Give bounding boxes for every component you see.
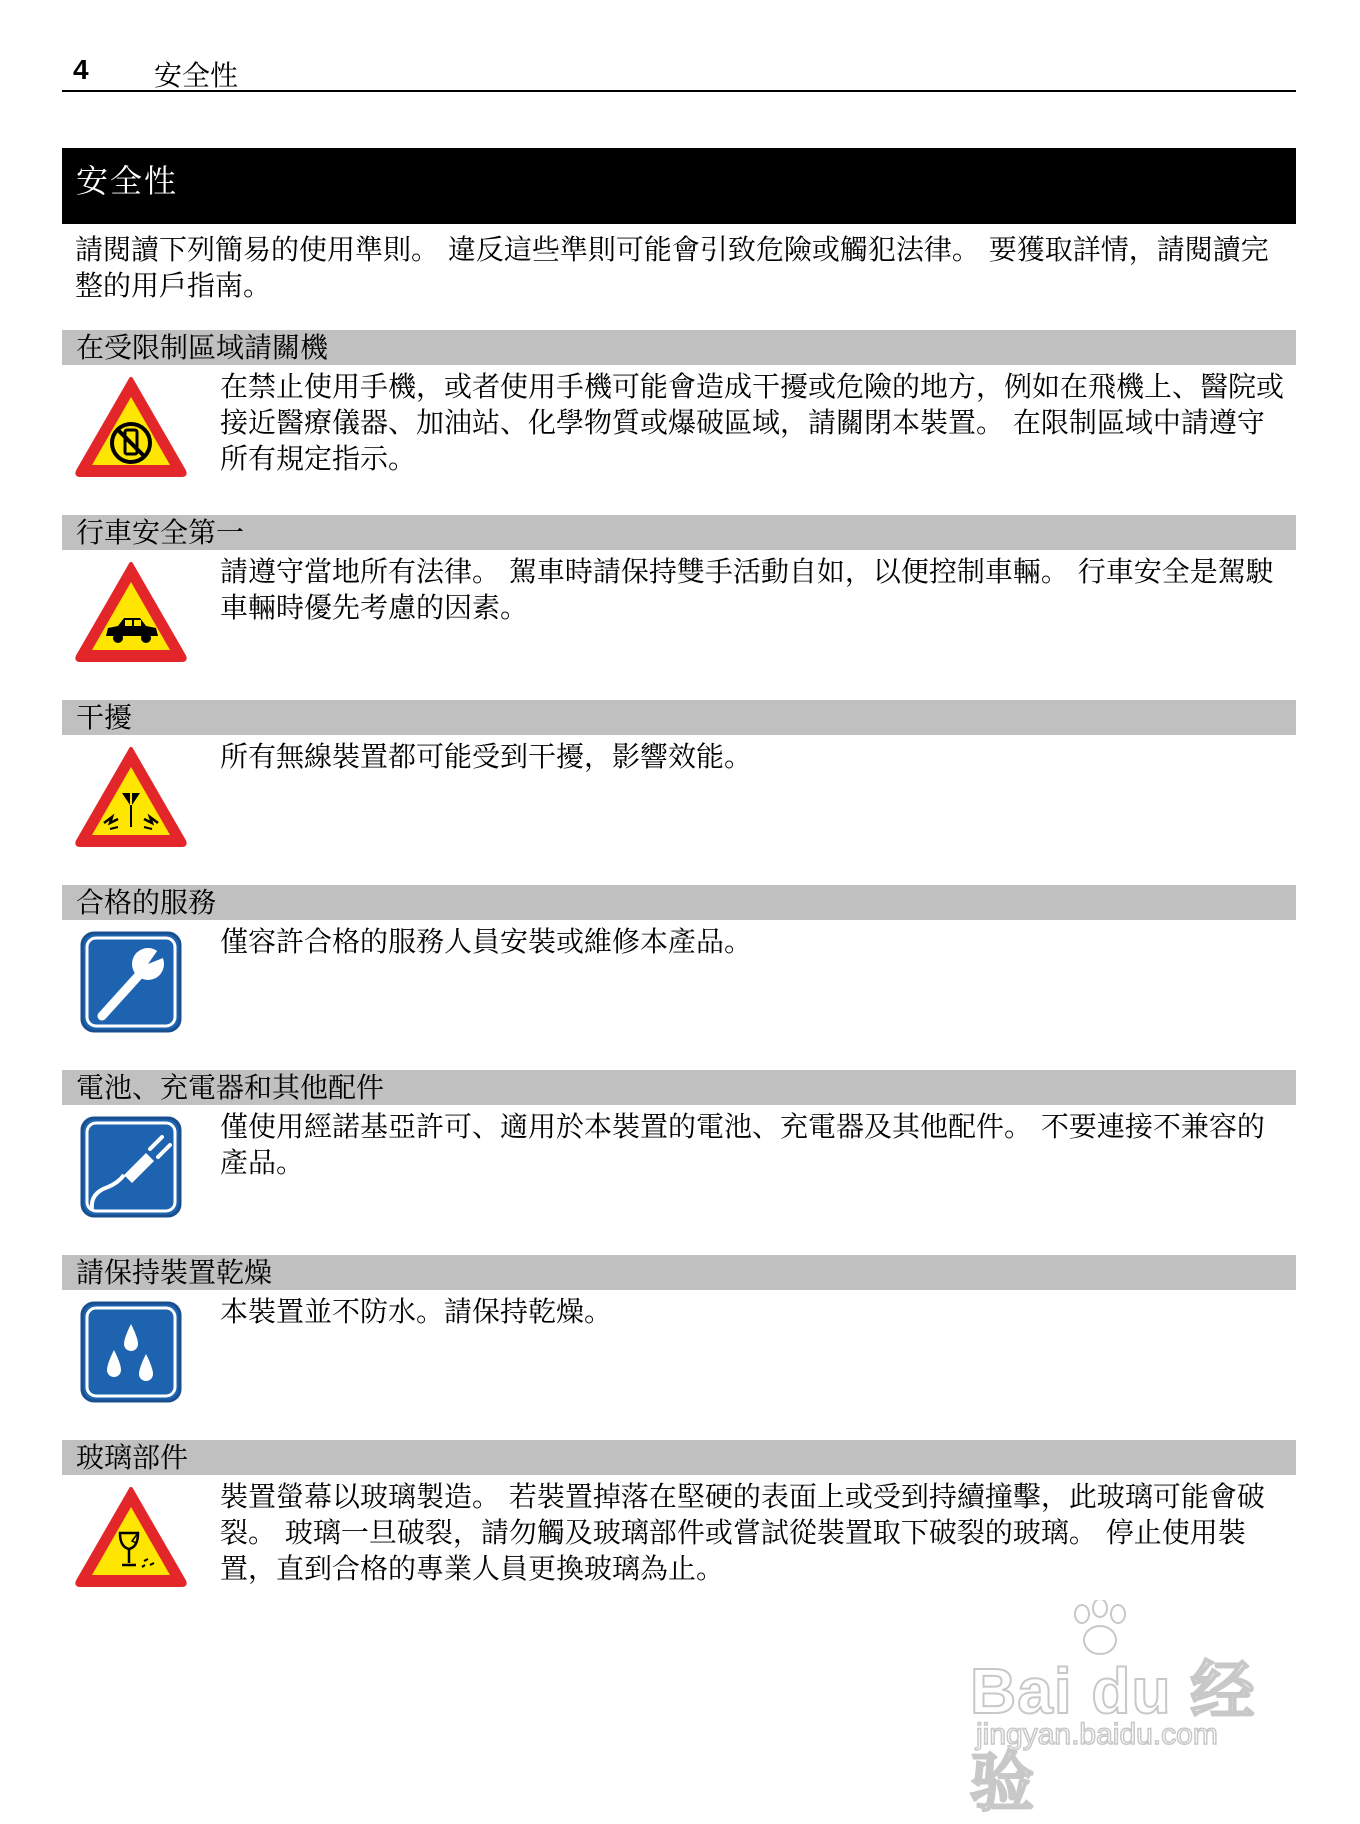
section-heading: 請保持裝置乾燥	[76, 1256, 273, 1289]
section-heading-bar	[62, 700, 1296, 735]
section-heading-bar	[62, 515, 1296, 550]
baidu-watermark	[970, 1600, 1300, 1819]
section-accessories	[62, 1070, 1296, 1179]
section-text: 僅容許合格的服務人員安裝或維修本產品。	[220, 925, 753, 958]
section-text: 裝置螢幕以玻璃製造。 若裝置掉落在堅硬的表面上或受到持續撞擊，此玻璃可能會破裂。 玻璃一旦破裂，請勿觸及玻璃部件或嘗試從裝置取下破裂的玻璃。 停止使用裝置，直到合格的專業人員更換玻璃為止。	[220, 1480, 1265, 1585]
section-interference	[62, 700, 1296, 773]
page-header	[62, 48, 1296, 92]
interference-warning-icon	[72, 743, 190, 851]
car-warning-icon	[72, 558, 190, 666]
section-text: 請遵守當地所有法律。 駕車時請保持雙手活動自如，以便控制車輛。 行車安全是駕駛車輛時優先考慮的因素。	[220, 555, 1274, 624]
water-drops-icon	[72, 1298, 190, 1406]
section-heading-bar	[62, 1440, 1296, 1475]
section-text: 僅使用經諾基亞許可、適用於本裝置的電池、充電器及其他配件。 不要連接不兼容的產品。	[220, 1110, 1265, 1179]
section-text: 所有無線裝置都可能受到干擾，影響效能。	[220, 740, 753, 773]
title-bar	[62, 148, 1296, 224]
section-heading: 在受限制區域請關機	[76, 331, 329, 364]
section-heading: 玻璃部件	[76, 1441, 189, 1474]
section-heading-bar	[62, 885, 1296, 920]
section-heading: 合格的服務	[76, 886, 217, 919]
section-heading-bar	[62, 1255, 1296, 1290]
charger-plug-icon	[72, 1113, 190, 1221]
intro-paragraph: 請閱讀下列簡易的使用準則。 違反這些準則可能會引致危險或觸犯法律。 要獲取詳情，請閱讀完整的用戶指南。	[75, 233, 1269, 302]
section-text: 本裝置並不防水。請保持乾燥。	[220, 1295, 613, 1328]
broken-glass-warning-icon	[72, 1483, 190, 1591]
section-glass-parts	[62, 1440, 1296, 1585]
section-qualified-service	[62, 885, 1296, 958]
running-title: 安全性	[154, 59, 239, 92]
section-keep-dry	[62, 1255, 1296, 1328]
section-heading: 電池、充電器和其他配件	[76, 1071, 385, 1104]
section-heading-bar	[62, 1070, 1296, 1105]
section-heading-bar	[62, 330, 1296, 365]
section-heading: 行車安全第一	[76, 516, 245, 549]
no-phone-warning-icon	[72, 373, 190, 481]
section-heading: 干擾	[76, 701, 133, 734]
page-title: 安全性	[76, 162, 179, 200]
watermark-brand: Bai du 经验	[970, 1655, 1256, 1819]
section-road-safety	[62, 515, 1296, 624]
wrench-icon	[72, 928, 190, 1036]
section-text: 在禁止使用手機，或者使用手機可能會造成干擾或危險的地方，例如在飛機上、醫院或接近醫療儀器、加油站、化學物質或爆破區域，請關閉本裝置。 在限制區域中請遵守所有規定指示。	[220, 370, 1285, 475]
section-restricted-areas	[62, 330, 1296, 475]
watermark-url: jingyan.baidu.com	[976, 1718, 1218, 1751]
page-number: 4	[73, 54, 89, 85]
